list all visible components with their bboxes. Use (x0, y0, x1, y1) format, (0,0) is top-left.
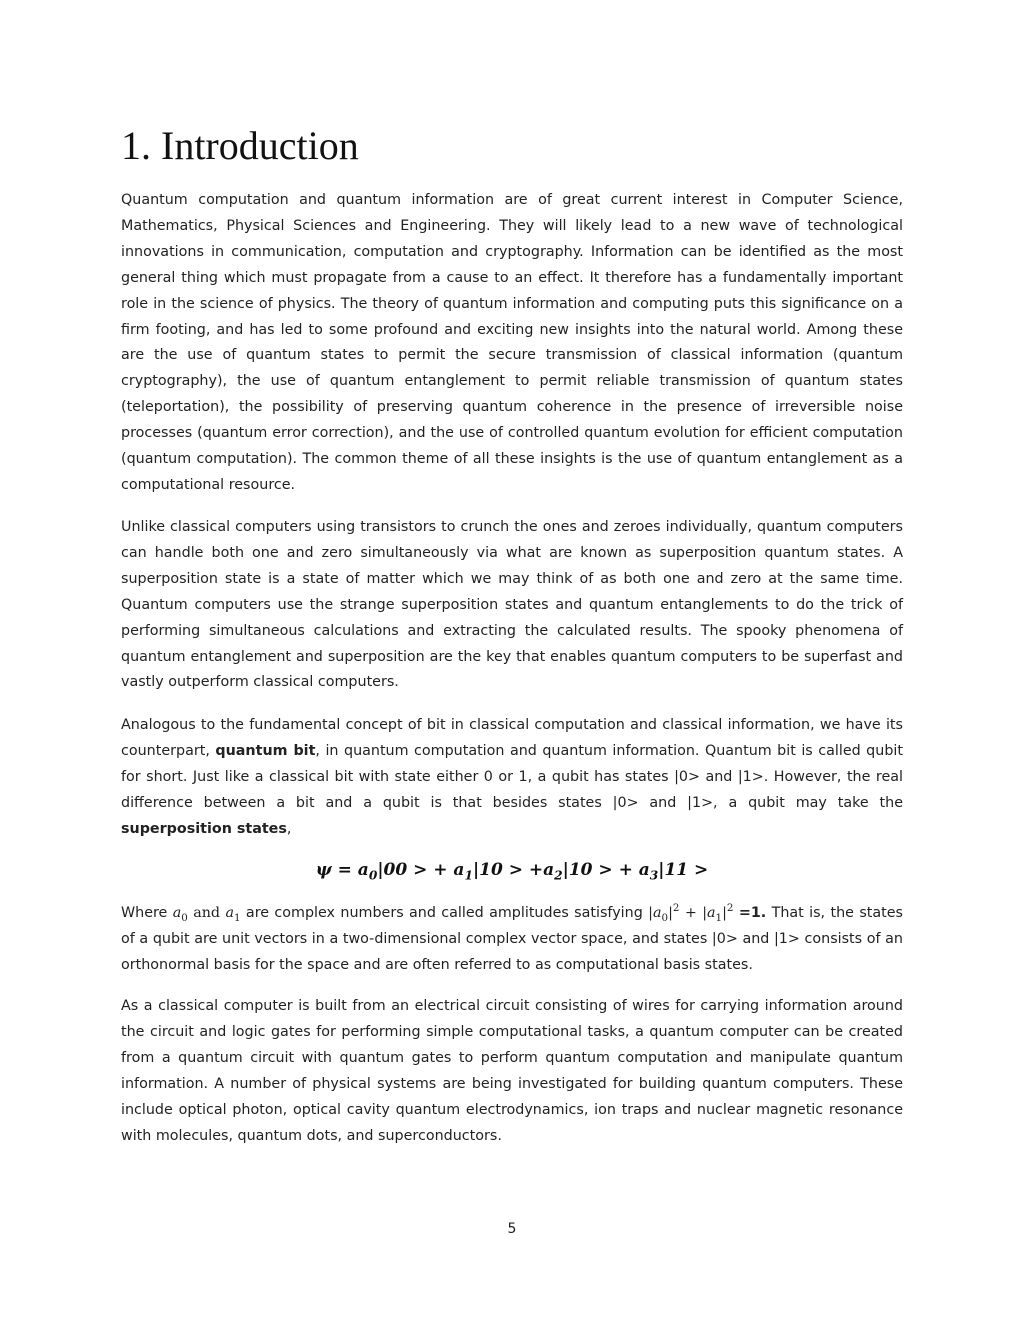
eq-equals: = (331, 860, 358, 880)
term-quantum-bit: quantum bit (215, 742, 316, 759)
paragraph-qubit-text-2: , in quantum computation and quantum information. Quantum bit is called qubit for short. Just like a classical bit with state either 0 or 1, a qubit has states |0> and |1>. However, the real difference between a bit and a qubit is that besides states |0> and |1>, a qubit may take the (121, 742, 903, 811)
amp-a: a (225, 905, 234, 921)
amp-sup-2: 2 (672, 902, 680, 915)
amp-a: a (172, 905, 182, 921)
eq-a: a (638, 860, 650, 880)
amp-sub-0: 0 (181, 911, 188, 924)
eq-psi: ψ (315, 860, 332, 880)
amp-bar: | (722, 905, 727, 921)
eq-a: a (453, 860, 465, 880)
superposition-equation (121, 856, 903, 884)
eq-sub-0: 0 (368, 868, 378, 883)
amp-and: and (187, 905, 226, 921)
eq-ket-11: |11 > (658, 860, 709, 880)
amp-sub-1: 1 (715, 911, 723, 924)
amp-sub-1: 1 (234, 911, 241, 924)
amp-sub-0: 0 (661, 911, 669, 924)
paragraph-quantum-circuits: As a classical computer is built from an electrical circuit consisting of wires for carrying information around the circuit and logic gates for performing simple computational tasks, a quantum computer can be created from a quantum circuit with quantum gates to perform quantum computation and manipulate quantum information. A number of physical systems are being investigated for building quantum computers. These include optical photon, optical cavity quantum electrodynamics, ion traps and nuclear magnetic resonance with molecules, quantum dots, and superconductors. (121, 998, 903, 1144)
eq-a: a (543, 860, 555, 880)
amp-a: a (652, 905, 662, 921)
paragraph-qubit (121, 713, 903, 843)
paragraph-amplitudes (121, 901, 903, 979)
eq-ket-10-b: |10 > + (562, 860, 639, 880)
amp-a: a (707, 905, 716, 921)
amp-mid-text: are complex numbers and called amplitudes satisfying (240, 905, 649, 921)
term-superposition-states: superposition states (121, 820, 287, 837)
amp-bar: | (702, 905, 708, 921)
paragraph-intro: Quantum computation and quantum information are of great current interest in Computer Science, Mathematics, Physical Sciences and Engineering. They will likely lead to a new wave of technological innovations in communication, computation and cryptography. Information can be identified as the most general thing which must propagate from a cause to an effect. It therefore has a fundamentally important role in the science of physics. The theory of quantum information and computing puts this significance on a firm footing, and has led to some profound and exciting new insights into the natural world. Among these are the use of quantum states to permit the secure transmission of classical information (quantum cryptography), the use of quantum entanglement to permit reliable transmission of quantum states (teleportation), the possibility of preserving quantum coherence in the presence of irreversible noise processes (quantum error correction), and the use of controlled quantum evolution for efficient computation (quantum computation). The common theme of all these insights is the use of quantum entanglement as a computational resource. (121, 192, 903, 493)
paragraph-superposition: Unlike classical computers using transistors to crunch the ones and zeroes individually, quantum computers can handle both one and zero simultaneously via what are known as superposition quantum states. A superposition state is a state of matter which we may think of as both one and zero at the same time. Quantum computers use the strange superposition states and quantum entanglements to do the trick of performing simultaneous calculations and extracting the calculated results. The spooky phenomena of quantum entanglement and superposition are the key that enables quantum computers to be superfast and vastly outperform classical computers. (121, 519, 903, 691)
amp-where: Where (121, 905, 173, 921)
eq-sub-1: 1 (464, 868, 473, 883)
page-number: 5 (507, 1221, 517, 1237)
amp-plus: + (679, 905, 703, 921)
paragraph-qubit-text-1: Analogous to the fundamental concept of bit in classical computation and classical information, we have its counterpart, (121, 717, 903, 759)
eq-a: a (357, 860, 369, 880)
amp-equals-one: =1. (738, 905, 767, 921)
eq-ket-10-a: |10 > + (472, 860, 544, 880)
section-heading: 1. Introduction (121, 123, 359, 168)
amp-rest-text: That is, the states of a qubit are unit vectors in a two-dimensional complex vector space, and states |0> and |1> consists of an orthonormal basis for the space and are often referred to as computational basis states. (121, 905, 903, 973)
eq-sub-3: 3 (649, 868, 659, 883)
eq-ket-00: |00 > + (377, 860, 454, 880)
eq-sub-2: 2 (554, 868, 563, 883)
amp-bar: | (648, 905, 653, 921)
amp-sup-2: 2 (726, 902, 734, 915)
paragraph-qubit-text-3: , (286, 820, 292, 837)
amp-bar: | (668, 905, 673, 921)
